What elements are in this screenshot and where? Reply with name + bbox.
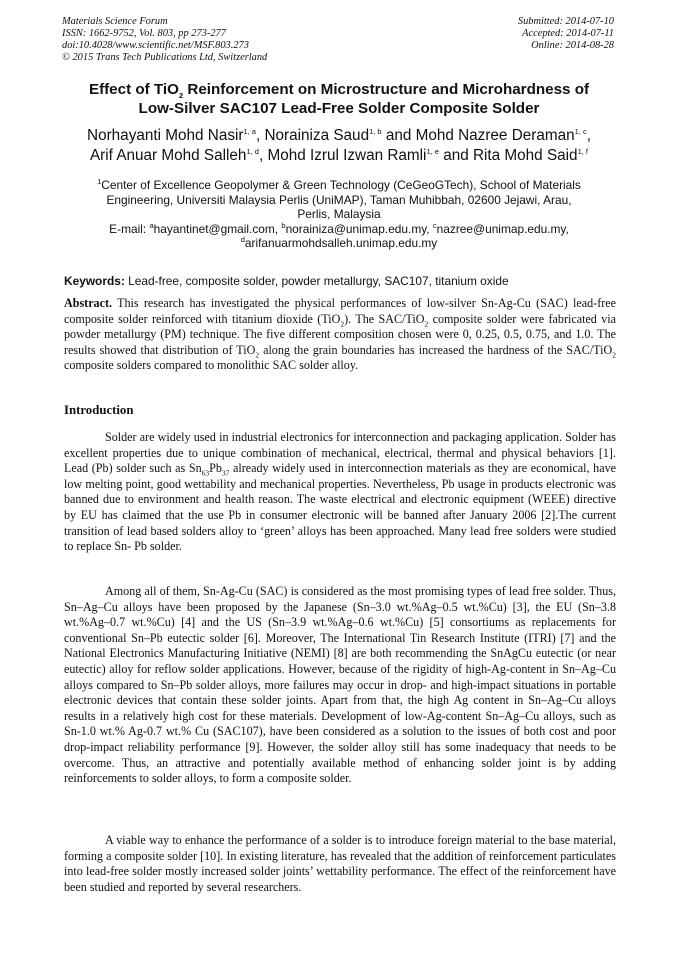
author-list: Norhayanti Mohd Nasir$^{1, a}$, Norainiza Saud$^{1, b}$ and Mohd Nazree Deraman$^{1, c}$, Arif Anuar Mohd Salleh$^{1, d}$, Mohd Izrul Izwan Ramli$^{1, e}$ and Rita Mohd Said$^{1, f}$ xyxy=(87,126,591,164)
abstract: Abstract. This research has investigated the physical performances of low-silver Sn-Ag-Cu (SAC) lead-free composite solder reinforced with titanium dioxide (TiO$_2$). The SAC/TiO$_2$ composite solder were fabricated via powder metallurgy (PM) technique. The five different composition chosen were 0, 0.25, 0.5, 0.75, and 1.0. The results showed that distribution of TiO$_2$ along the grain boundaries has increased the hardness of the SAC/TiO$_2$ composite solders compared to monolithic SAC solder alloy. xyxy=(64,296,617,373)
body-paragraph: Among all of them, Sn-Ag-Cu (SAC) is considered as the most promising types of lead free solder. Thus, Sn–Ag–Cu alloys have been proposed by the Japanese (Sn–3.0 wt.%Ag–0.5 wt.%Cu) [3], the EU (Sn–3.8 wt.%Ag–0.7 wt.%Cu) [4] and the US (Sn–3.9 wt.%Ag–0.6 wt.%Cu) [5] consortiums as replacements for conventional Sn–Pb eutectic solder [6]. Moreover, The International Tin Research Institute (ITRI) [7] and the National Electronics Manufacturing Initiative (NEMI) [8] are both recommending the SnAgCu eutectic (or near eutectic) alloy for reflow solder applications. However, because of the rigidity of high-Ag-content in Sn–Ag–Cu alloys compared to Sn–Pb solder alloys, more failures may occur in drop- and high-impact situations in portable electronic devices that contain these solder joints. Apart from that, the high Ag content in Sn–Ag–Cu alloys results in a relatively high cost for these materials. Development of low-Ag-content Sn–Ag–Cu alloys, such as Sn-1.0 wt.% Ag-0.7 wt.% Cu (SAC107), have been considered as a solution to the issues of both cost and poor drop-impact reliability performance [9]. However, the solder alloy still has some inadequacy that needs to be overcome. Thus, an attractive and potentially available method of enhancing solder joint is by adding reinforcements to solder alloys, to form a composite solder. xyxy=(64,584,616,786)
journal-copyright: © 2015 Trans Tech Publications Ltd, Switzerland xyxy=(62,52,268,63)
submission-dates xyxy=(518,16,614,52)
accepted-date: Accepted: 2014-07-11 xyxy=(522,28,614,39)
affiliation: $^1$Center of Excellence Geopolymer & Green Technology (CeGeoGTech), School of Materials Engineering, Universiti Malaysia Perlis (UniMAP), Taman Muhibbah, 02600 Jejawi, Arau, Perlis, Malaysia E-mail: $^a$hayantinet@gmail.com, $^b$norainiza@unimap.edu.my, $^c$nazree@unimap.edu.my, $^d$arifanuarmohdsalleh.unimap.edu.my xyxy=(60,178,618,251)
keywords-text: Lead-free, composite solder, powder metallurgy, SAC107, titanium oxide xyxy=(124,274,509,288)
email-link[interactable]: arifanuarmohdsalleh.unimap.edu.my xyxy=(244,236,438,250)
abstract-label: Abstract. xyxy=(64,296,113,310)
journal-issn: ISSN: 1662-9752, Vol. 803, pp 273-277 xyxy=(62,28,226,39)
paper-title: Effect of TiO$_2$ Reinforcement on Microstructure and Microhardness of Low-Silver SAC107 Lead-Free Solder Composite Solder xyxy=(88,81,590,117)
email-link[interactable]: nazree@unimap.edu.my, xyxy=(436,221,569,236)
author-name: Norhayanti Mohd Nasir xyxy=(87,127,244,144)
author-name: and Mohd Nazree Deraman xyxy=(381,127,575,144)
author-name: and Rita Mohd Said xyxy=(438,147,578,164)
author-name: Arif Anuar Mohd Salleh xyxy=(89,147,247,164)
email-list: E-mail: $^a$hayantinet@gmail.com, $^b$norainiza@unimap.edu.my, $^c$nazree@unimap.edu.my, xyxy=(109,220,569,236)
body-paragraph: A viable way to enhance the performance of a solder is to introduce foreign material to the base material, forming a composite solder [10]. In existing literature, has revealed that the addition of reinforcement particulates into lead-free solder mostly increased solder joints’ wettability performance. The effect of the reinforcement have been studied and reported by several researchers. xyxy=(64,833,616,894)
keywords-label: Keywords: xyxy=(64,274,125,288)
author-name: , Mohd Izrul Izwan Ramli xyxy=(258,147,427,164)
journal-info xyxy=(62,16,267,64)
journal-doi: doi:10.4028/www.scientific.net/MSF.803.273 xyxy=(62,40,249,51)
email-link[interactable]: norainiza@unimap.edu.my, xyxy=(285,221,433,236)
submitted-date: Submitted: 2014-07-10 xyxy=(517,16,614,27)
email-link[interactable]: hayantinet@gmail.com, xyxy=(153,221,282,236)
section-heading-introduction: Introduction xyxy=(64,403,134,417)
journal-name: Materials Science Forum xyxy=(62,16,168,27)
author-name: , Norainiza Saud xyxy=(255,127,370,144)
keywords xyxy=(64,274,616,289)
body-paragraph: Solder are widely used in industrial electronics for interconnection and packaging application. Solder has excellent properties due to unique combination of mechanical, electrical, thermal and physical behaviors [1]. Lead (Pb) solder such as $Sn_{63}Pb_{37}$ already widely used in interconnection materials as they are economical, have low melting point, good wettability and mechanical properties. Nevertheless, Pb usage in products electronic was banned due to environment and health reason. The waste electrical and electronic equipment (WEEE) directive by EU has claimed that the use Pb in consumer electronic will be banned after January 2006 [2].The current transition of lead based solders alloy to ‘green’ alloys has been approached. Many lead free solders were studied to replace Sn- Pb solder. xyxy=(64,430,616,554)
online-date: Online: 2014-08-28 xyxy=(531,40,614,51)
